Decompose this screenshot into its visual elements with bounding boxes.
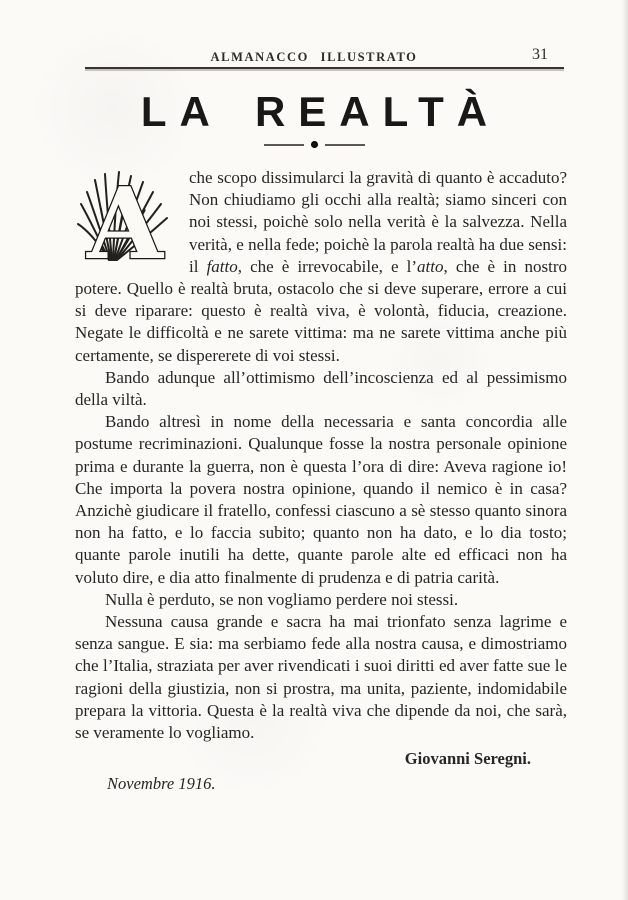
divider-line-left <box>264 144 304 146</box>
opening-paragraph <box>75 167 567 367</box>
paragraph-text: che scopo dissimularci la gravità di quanto è accaduto? Non chiudiamo gli occhi alla realtà; siamo sinceri con noi stessi, poichè solo nella verità è la salvezza. Nella verità, e nella fede; poichè la parola realtà ha due sensi: il <box>189 168 567 276</box>
running-head: ALMANACCO ILLUSTRATO <box>210 50 418 64</box>
italic-term-fatto: fatto <box>206 256 238 276</box>
paragraph: Nessuna causa grande e sacra ha mai trionfato senza lagrime e senza sangue. E sia: ma serbiamo fede alla nostra causa, e dimostriamo che l’Italia, straziata per aver rivendicati i suoi diritti ed aver fatte sue le ragioni della giustizia, non si prostra, ma unita, paziente, indomidabile prepara la vittoria. Questa è la realtà viva che dipende da noi, che sarà, se veramente lo vogliamo. <box>75 612 567 743</box>
drop-cap-letter: A <box>87 170 164 262</box>
article-body <box>75 167 567 796</box>
dateline: Novembre 1916. <box>107 774 216 794</box>
drop-cap-initial <box>75 170 179 262</box>
author-signature: Giovanni Seregni. <box>404 749 531 769</box>
header-rule <box>85 67 564 69</box>
paragraph: Bando adunque all’ottimismo dell’incoscienza ed al pessimismo della viltà. <box>75 367 567 410</box>
page-number: 31 <box>532 46 548 63</box>
paragraph: Bando altresì in nome della necessaria e santa concordia alle postume recriminazioni. Qualunque fosse la nostra personale opinione prima e durante la guerra, non è questa l’ora di dire: Aveva ragione io! Che importa la povera nostra opinione, quando il nemico è in casa? Anzichè giudicare il fratello, confessi ciascuno a sè stesso quanto sinora non ha fatto, e lo faccia subito; quanto non ha dato, e lo dia tosto; quante parole inutili ha dette, quante parole alte ed efficaci non ha voluto dire, e dia atto finalmente di prudenza e di patria carità. <box>75 412 567 587</box>
divider-dot-icon <box>311 141 318 148</box>
paragraph-text: , che è irrevocabile, e l’ <box>237 256 418 276</box>
paragraph-text: , che è in nostro potere. Quello è realtà bruta, ostacolo che si deve superare, errore a cui si deve riparare: questo è realtà viva, è volontà, fiducia, creazione. Negate le difficoltà e ne sarete vittima: ma ne sarete vittima anche più certamente, se dispererete di voi stessi. <box>75 256 568 365</box>
paragraph: Nulla è perduto, se non vogliamo perdere noi stessi. <box>105 589 459 609</box>
italic-term-atto: atto <box>417 256 444 276</box>
divider-line-right <box>325 144 365 146</box>
title-divider <box>0 141 628 148</box>
article-title: LA REALTÀ <box>140 88 501 135</box>
